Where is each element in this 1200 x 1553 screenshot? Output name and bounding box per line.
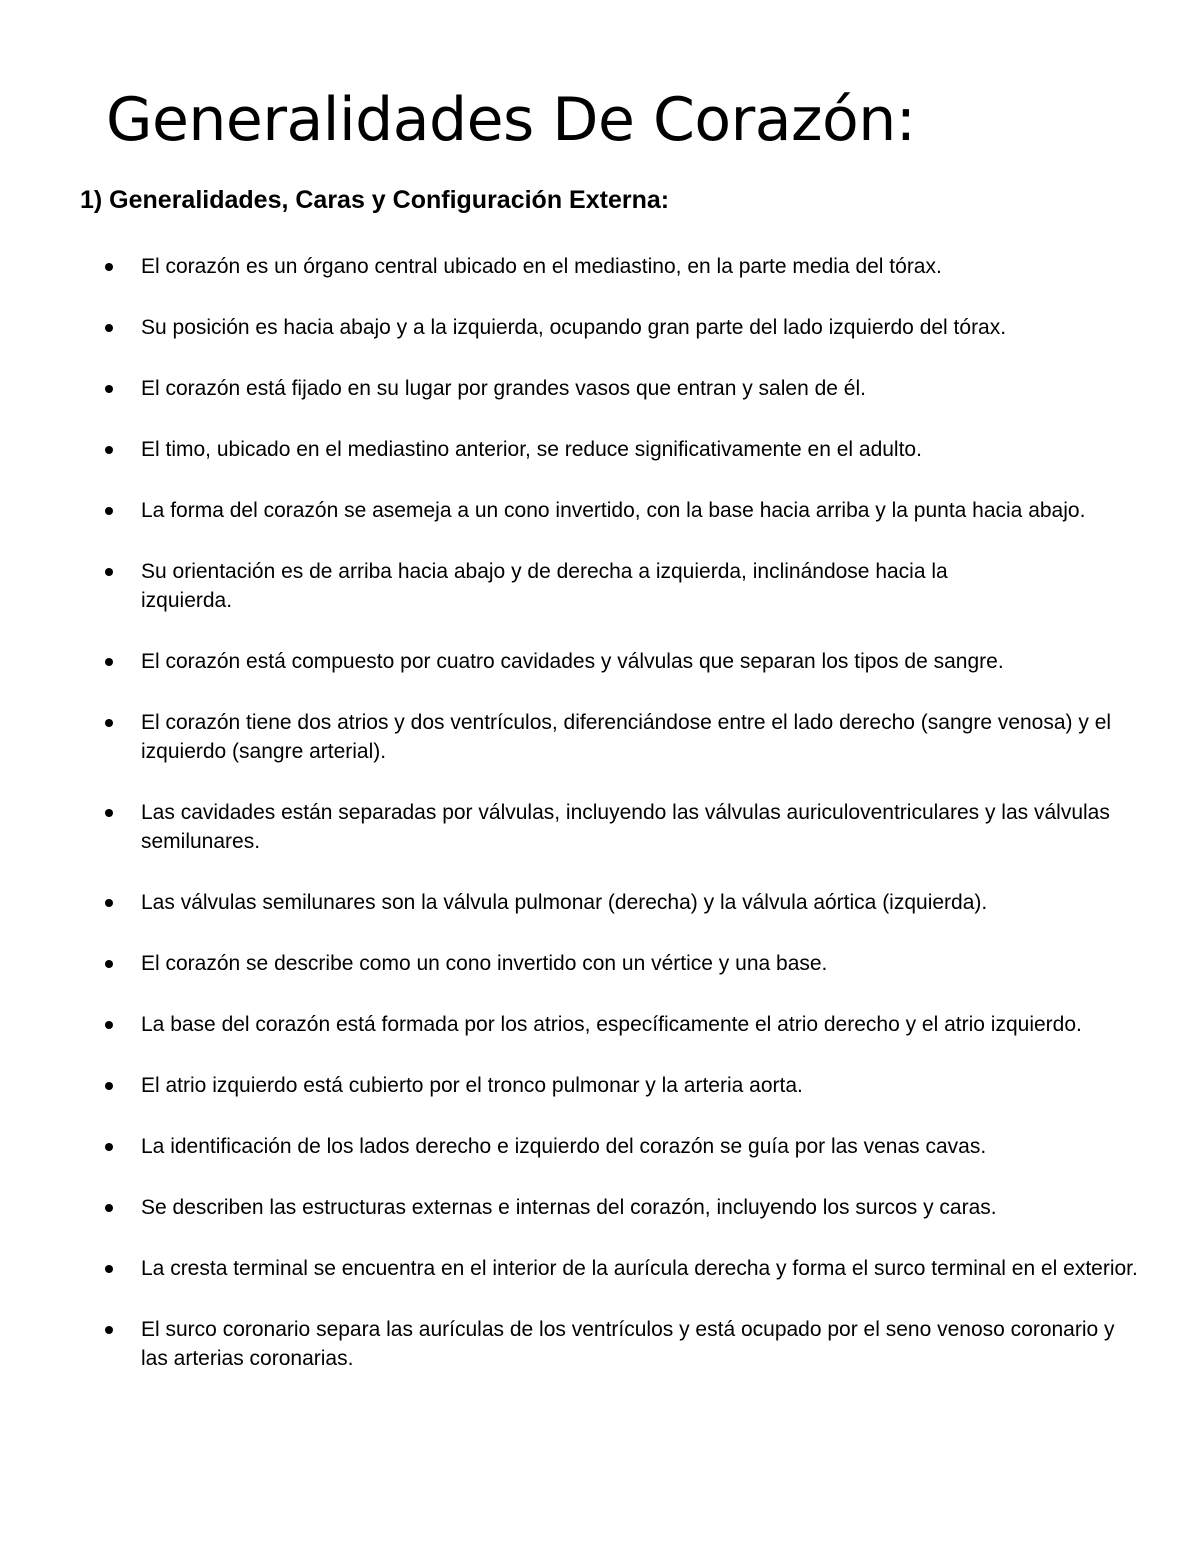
list-item-text: El corazón es un órgano central ubicado en el mediastino, en la parte media del tórax. (141, 255, 942, 278)
list-item-text: El timo, ubicado en el mediastino anterior, se reduce significativamente en el adulto. (141, 438, 922, 461)
list-item (0, 252, 1200, 281)
bullet-icon (105, 1143, 113, 1151)
bullet-icon (105, 568, 113, 576)
bullet-icon (105, 1326, 113, 1334)
list-item (0, 313, 1200, 342)
list-item-text: La cresta terminal se encuentra en el interior de la aurícula derecha y forma el surco terminal en el exterior. (141, 1257, 1138, 1280)
bullet-icon (105, 1204, 113, 1212)
document-title: Generalidades De Corazón: (106, 85, 916, 155)
bullet-icon (105, 1082, 113, 1090)
list-item-text: El corazón está fijado en su lugar por grandes vasos que entran y salen de él. (141, 377, 866, 400)
list-item-text: Su orientación es de arriba hacia abajo y de derecha a izquierda, inclinándose hacia la izquierda. (141, 560, 948, 612)
list-item-text: La identificación de los lados derecho e izquierdo del corazón se guía por las venas cavas. (141, 1135, 987, 1158)
list-item (0, 1254, 1200, 1283)
list-item-text: Se describen las estructuras externas e internas del corazón, incluyendo los surcos y caras. (141, 1196, 997, 1219)
list-item (0, 1193, 1200, 1222)
bullet-icon (105, 658, 113, 666)
bullet-icon (105, 899, 113, 907)
bullet-icon (105, 263, 113, 271)
list-item (0, 435, 1200, 464)
list-item (0, 949, 1200, 978)
list-item (0, 496, 1200, 525)
section-heading: 1) Generalidades, Caras y Configuración Externa: (80, 186, 670, 214)
bullet-icon (105, 809, 113, 817)
list-item (0, 1132, 1200, 1161)
bullet-icon (105, 324, 113, 332)
list-item-text: El corazón está compuesto por cuatro cavidades y válvulas que separan los tipos de sangre. (141, 650, 1004, 673)
bullet-icon (105, 719, 113, 727)
list-item (0, 888, 1200, 917)
list-item (0, 1315, 1200, 1373)
bullet-icon (105, 1265, 113, 1273)
bullet-icon (105, 960, 113, 968)
list-item (0, 647, 1200, 676)
bullet-icon (105, 385, 113, 393)
list-item-text: El surco coronario separa las aurículas de los ventrículos y está ocupado por el seno venoso coronario y las arterias coronarias. (141, 1318, 1115, 1370)
list-item-text: La forma del corazón se asemeja a un cono invertido, con la base hacia arriba y la punta hacia abajo. (141, 499, 1086, 522)
list-item-text: El corazón tiene dos atrios y dos ventrículos, diferenciándose entre el lado derecho (sangre venosa) y el izquierdo (sangre arterial). (141, 711, 1112, 763)
list-item-text: Las válvulas semilunares son la válvula pulmonar (derecha) y la válvula aórtica (izquierda). (141, 891, 988, 914)
list-item-text: El atrio izquierdo está cubierto por el tronco pulmonar y la arteria aorta. (141, 1074, 803, 1097)
bullet-icon (105, 1021, 113, 1029)
list-item (0, 798, 1200, 856)
bullet-list (0, 252, 1200, 1405)
list-item (0, 557, 1200, 615)
list-item-text: Las cavidades están separadas por válvulas, incluyendo las válvulas auriculoventriculares y las válvulas semilunares. (141, 801, 1110, 853)
bullet-icon (105, 507, 113, 515)
list-item-text: Su posición es hacia abajo y a la izquierda, ocupando gran parte del lado izquierdo del tórax. (141, 316, 1007, 339)
list-item-text: El corazón se describe como un cono invertido con un vértice y una base. (141, 952, 828, 975)
list-item (0, 708, 1200, 766)
list-item (0, 374, 1200, 403)
list-item (0, 1071, 1200, 1100)
list-item-text: La base del corazón está formada por los atrios, específicamente el atrio derecho y el atrio izquierdo. (141, 1013, 1082, 1036)
list-item (0, 1010, 1200, 1039)
bullet-icon (105, 446, 113, 454)
